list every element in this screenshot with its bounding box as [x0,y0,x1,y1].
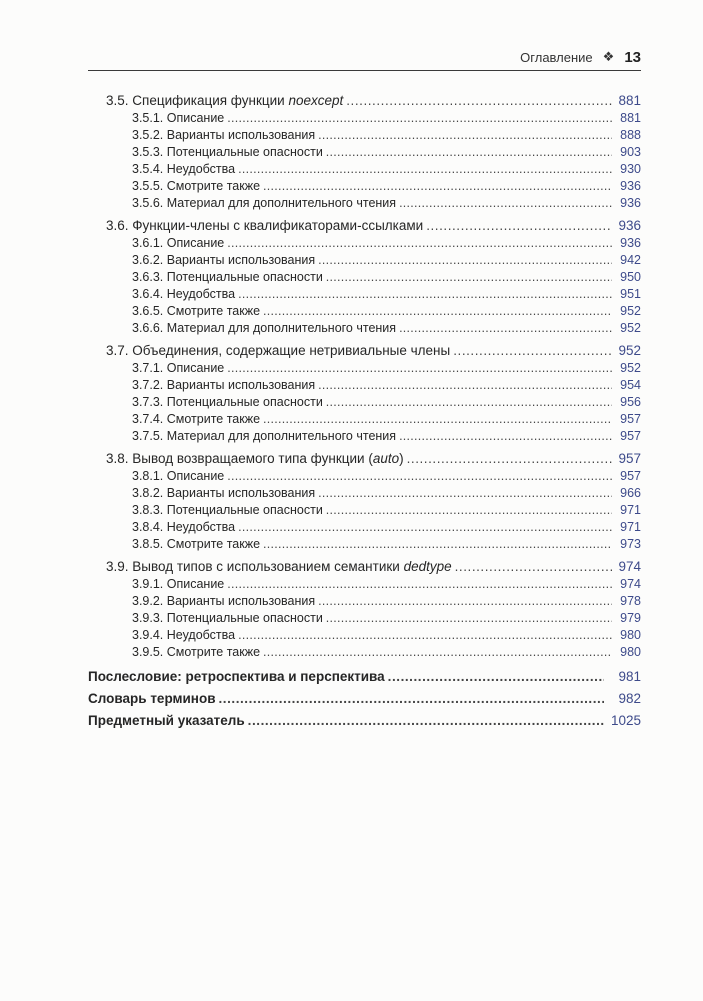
toc-entry[interactable] [88,144,641,161]
toc-entry[interactable] [88,303,641,320]
dot-leader [318,252,612,269]
toc-entry-title: 3.5.5. Смотрите также [132,179,261,193]
toc-entry-page[interactable]: 951 [620,287,641,301]
toc-entry[interactable] [88,710,641,732]
toc-entry-title: 3.9.3. Потенциальные опасности [132,611,323,625]
toc-entry[interactable] [88,269,641,286]
toc-entry-page[interactable]: 966 [620,486,641,500]
dot-leader [227,235,612,252]
toc-entry-title: 3.8.2. Варианты использования [132,486,316,500]
toc-entry[interactable] [88,127,641,144]
header-section-title: Оглавление [520,49,593,65]
dot-leader [455,558,612,576]
dot-leader [318,593,612,610]
toc-entry-title: 3.8.1. Описание [132,469,225,483]
dot-leader [263,303,612,320]
toc-entry-title: 3.7.4. Смотрите также [132,412,261,426]
dot-leader [238,286,612,303]
toc-entry-page[interactable]: 903 [620,145,641,159]
dot-leader [227,110,612,127]
dot-leader [399,195,612,212]
toc-entry-title: 3.9.4. Неудобства [132,628,236,642]
toc-entry-page[interactable]: 979 [620,611,641,625]
toc-entry[interactable] [88,286,641,303]
toc-entry-page[interactable]: 978 [620,594,641,608]
toc-entry[interactable] [88,450,641,468]
toc-entry[interactable] [88,92,641,110]
dot-leader [326,269,612,286]
toc-entry-page[interactable]: 980 [620,645,641,659]
toc-entry-page[interactable]: 952 [620,304,641,318]
toc-entry-title: 3.9. Вывод типов с использованием семантики dedtype [106,559,452,574]
dot-leader [326,144,612,161]
toc-entry[interactable] [88,610,641,627]
toc-entry-page[interactable]: 974 [620,577,641,591]
toc-entry[interactable] [88,217,641,235]
toc-entry-title: 3.6. Функции-члены с квалификаторами-ссылками [106,218,424,233]
header-page-number: 13 [624,48,641,66]
toc-entry-page[interactable]: 973 [620,537,641,551]
toc-entry-page[interactable]: 952 [618,343,641,358]
toc-entry-page[interactable]: 930 [620,162,641,176]
dot-leader [326,610,612,627]
dot-leader [399,428,612,445]
dot-leader [388,666,604,688]
toc-entry-title: 3.8. Вывод возвращаемого типа функции (auto) [106,451,404,466]
toc-entry-title: Словарь терминов [88,691,216,706]
toc-entry-page[interactable]: 957 [620,469,641,483]
toc-entry-page[interactable]: 957 [618,451,641,466]
table-of-contents [88,92,641,732]
toc-entry-page[interactable]: 950 [620,270,641,284]
toc-entry[interactable] [88,235,641,252]
toc-entry-page[interactable]: 936 [620,196,641,210]
diamond-ornament-icon: ❖ [602,49,615,64]
toc-entry-title: 3.8.5. Смотрите также [132,537,261,551]
dot-leader [263,178,612,195]
toc-entry[interactable] [88,666,641,688]
dot-leader [326,502,612,519]
toc-entry[interactable] [88,536,641,553]
toc-entry-page[interactable]: 954 [620,378,641,392]
dot-leader [399,320,612,337]
toc-entry-title: 3.7.2. Варианты использования [132,378,316,392]
toc-entry[interactable] [88,110,641,127]
toc-entry[interactable] [88,644,641,661]
dot-leader [238,161,612,178]
dot-leader [238,519,612,536]
toc-entry[interactable] [88,394,641,411]
toc-entry[interactable] [88,360,641,377]
toc-entry-title: 3.5.4. Неудобства [132,162,236,176]
toc-entry-page[interactable]: 974 [618,559,641,574]
toc-entry-title: 3.5.3. Потенциальные опасности [132,145,323,159]
dot-leader [219,688,605,710]
dot-leader [318,377,612,394]
toc-entry[interactable] [88,377,641,394]
dot-leader [407,450,612,468]
toc-entry-page[interactable]: 888 [620,128,641,142]
dot-leader [227,576,612,593]
toc-entry-page[interactable]: 956 [620,395,641,409]
toc-entry[interactable] [88,411,641,428]
toc-entry[interactable] [88,593,641,610]
toc-entry-page[interactable]: 957 [620,429,641,443]
toc-entry[interactable] [88,178,641,195]
toc-entry-title: 3.6.6. Материал для дополнительного чтения [132,321,397,335]
dot-leader [453,342,612,360]
toc-entry-page[interactable]: 971 [620,520,641,534]
toc-entry[interactable] [88,468,641,485]
toc-entry-page[interactable]: 942 [620,253,641,267]
dot-leader [227,360,612,377]
toc-entry-page[interactable]: 881 [620,111,641,125]
toc-entry-page[interactable]: 936 [618,218,641,233]
toc-entry-title: 3.5.1. Описание [132,111,225,125]
toc-entry-page[interactable]: 952 [620,321,641,335]
dot-leader [263,644,612,661]
toc-entry-page[interactable]: 881 [618,93,641,108]
toc-entry[interactable] [88,519,641,536]
toc-entry-page[interactable]: 982 [618,691,641,706]
toc-entry-title: 3.7.5. Материал для дополнительного чтения [132,429,397,443]
dot-leader [326,394,612,411]
toc-entry-page[interactable]: 936 [620,236,641,250]
dot-leader [346,92,612,110]
dot-leader [227,468,612,485]
toc-entry[interactable] [88,688,641,710]
toc-entry[interactable] [88,485,641,502]
toc-entry-title: Предметный указатель [88,713,245,728]
toc-entry[interactable] [88,428,641,445]
toc-entry-title: 3.9.1. Описание [132,577,225,591]
toc-entry-title: 3.5. Спецификация функции noexcept [106,93,344,108]
dot-leader [318,485,612,502]
toc-entry-page[interactable]: 971 [620,503,641,517]
toc-entry-title: 3.8.3. Потенциальные опасности [132,503,323,517]
toc-entry[interactable] [88,320,641,337]
toc-entry-title: 3.7. Объединения, содержащие нетривиальные члены [106,343,451,358]
toc-entry-title: 3.6.2. Варианты использования [132,253,316,267]
dot-leader [263,411,612,428]
dot-leader [426,217,612,235]
toc-entry-title: 3.7.1. Описание [132,361,225,375]
dot-leader [248,710,604,732]
toc-entry[interactable] [88,502,641,519]
toc-entry-title: 3.5.6. Материал для дополнительного чтения [132,196,397,210]
toc-entry[interactable] [88,558,641,576]
toc-entry-title: 3.6.5. Смотрите также [132,304,261,318]
toc-entry-page[interactable]: 980 [620,628,641,642]
toc-entry-title: 3.9.5. Смотрите также [132,645,261,659]
toc-entry-title: 3.5.2. Варианты использования [132,128,316,142]
toc-entry-title: 3.7.3. Потенциальные опасности [132,395,323,409]
toc-entry[interactable] [88,627,641,644]
toc-entry[interactable] [88,576,641,593]
toc-entry-title: 3.8.4. Неудобства [132,520,236,534]
toc-entry-title: 3.6.3. Потенциальные опасности [132,270,323,284]
toc-entry[interactable] [88,252,641,269]
toc-entry-page[interactable]: 981 [618,669,641,684]
toc-entry-title: 3.6.1. Описание [132,236,225,250]
dot-leader [238,627,612,644]
toc-entry-title: 3.6.4. Неудобства [132,287,236,301]
toc-entry-page[interactable]: 952 [620,361,641,375]
toc-entry[interactable] [88,161,641,178]
dot-leader [263,536,612,553]
toc-entry-page[interactable]: 1025 [610,713,641,728]
toc-entry[interactable] [88,342,641,360]
running-header [88,44,641,71]
toc-entry-title: 3.9.2. Варианты использования [132,594,316,608]
toc-entry[interactable] [88,195,641,212]
toc-entry-page[interactable]: 957 [620,412,641,426]
toc-entry-title: Послесловие: ретроспектива и перспектива [88,669,385,684]
toc-entry-page[interactable]: 936 [620,179,641,193]
dot-leader [318,127,612,144]
